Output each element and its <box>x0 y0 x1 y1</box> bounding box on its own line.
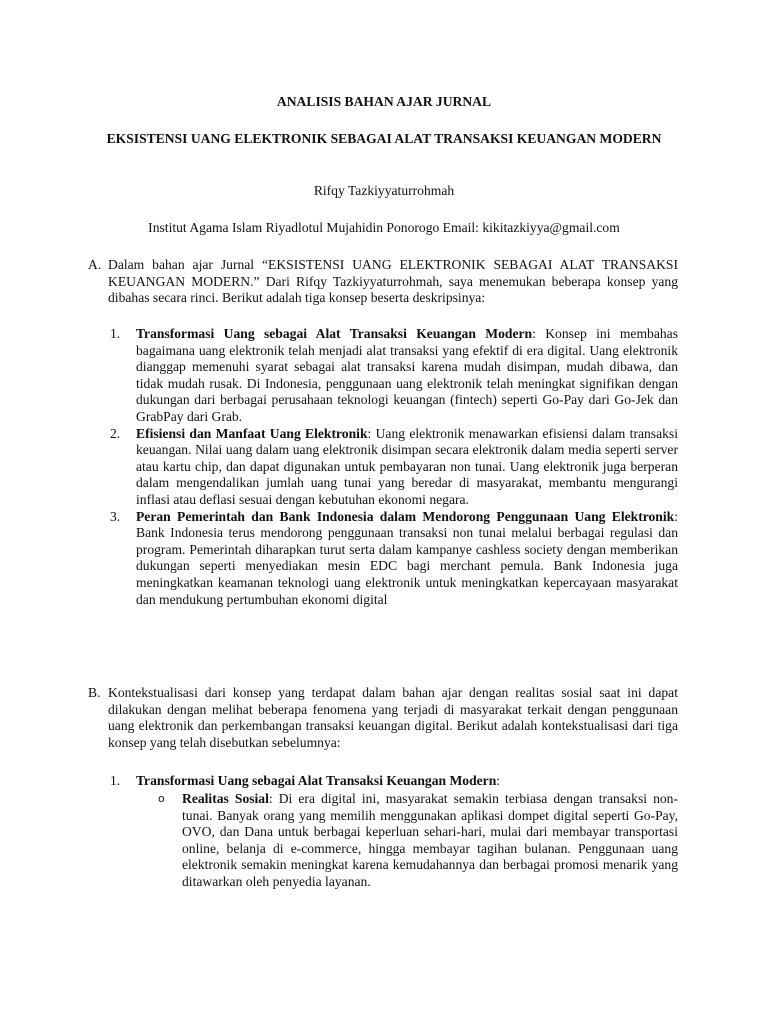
section-b-marker: B. <box>88 685 101 700</box>
list-item-title: Efisiensi dan Manfaat Uang Elektronik <box>136 425 368 441</box>
list-item <box>108 426 678 509</box>
list-item-text: : Uang elektronik menawarkan efisiensi dalam transaksi keuangan. Nilai uang dalam uang elektronik disimpan secara elektronik dalam media seperti server atau kartu chip, dan dapat digunakan untuk pembayaran non tunai. Uang elektronik juga berperan dalam mengendalikan jumlah uang tunai yang beredar di masyarakat, membantu mengurangi inflasi atau deflasi sesuai dengan kebutuhan ekonomi negara. <box>136 425 678 507</box>
list-item-title: Transformasi Uang sebagai Alat Transaksi Keuangan Modern <box>136 773 497 788</box>
list-item <box>108 326 678 426</box>
section-a-list <box>108 326 678 608</box>
list-item-title: Peran Pemerintah dan Bank Indonesia dalam Mendorong Penggunaan Uang Elektronik <box>136 508 675 524</box>
list-item-text: : Konsep ini membahas bagaimana uang elektronik telah menjadi alat transaksi yang efektif di era digital. Uang elektronik dianggap memenuhi syarat sebagai alat transaksi karena mudah disimpan, mudah dibawa, dan tidak mudah rusak. Di Indonesia, penggunaan uang elektronik telah meningkat signifikan dengan dukungan dari berbagai perusahaan teknologi keuangan (fintech) seperti Go-Pay dari Go-Jek dan GrabPay dari Grab. <box>136 326 678 424</box>
list-item-number: 1. <box>110 773 121 788</box>
sub-item-title: Realitas Sosial <box>182 791 269 806</box>
section-a-text: Dalam bahan ajar Jurnal “EKSISTENSI UANG ELEKTRONIK SEBAGAI ALAT TRANSAKSI KEUANGAN MODERN.” Dari Rifqy Tazkiyyaturrohmah, saya menemukan beberapa konsep yang dibahas secara rinci. Berikut adalah tiga konsep beserta deskripsinya: <box>108 257 678 306</box>
list-item <box>108 509 678 609</box>
document-heading: ANALISIS BAHAN AJAR JURNAL <box>276 94 492 109</box>
list-item <box>108 773 678 790</box>
section-b <box>88 685 678 751</box>
section-b-text: Kontekstualisasi dari konsep yang terdapat dalam bahan ajar dengan realitas sosial saat ini dapat dilakukan dengan melihat beberapa fenomena yang terjadi di masyarakat terkait dengan penggunaan uang elektronik dan perkembangan transaksi keuangan digital. Berikut adalah kontekstualisasi dari tiga konsep yang telah disebutkan sebelumnya: <box>108 685 678 750</box>
list-item-suffix: : <box>496 773 501 788</box>
section-b-sublist <box>158 791 678 891</box>
sub-item-text: : Di era digital ini, masyarakat semakin terbiasa dengan transaksi non-tunai. Banyak orang yang memilih menggunakan aplikasi dompet digital seperti Go-Pay, OVO, dan Dana untuk berbagai keperluan sehari-hari, mulai dari membayar transportasi online, belanja di e-commerce, hingga membayar tagihan bulanan. Penggunaan uang elektronik semakin meningkat karena kemudahannya dan berbagai promosi menarik yang ditawarkan oleh penyedia layanan. <box>182 791 678 889</box>
author-name: Rifqy Tazkiyyaturrohmah <box>313 183 455 198</box>
sub-list-item <box>158 791 678 891</box>
section-b-list <box>108 773 678 790</box>
author-affiliation: Institut Agama Islam Riyadlotul Mujahidin Ponorogo Email: kikitazkiyya@gmail.com <box>148 220 620 235</box>
list-item-title: Transformasi Uang sebagai Alat Transaksi Keuangan Modern <box>136 326 533 341</box>
list-item-number: 3. <box>110 508 121 524</box>
circle-bullet-icon: o <box>158 792 165 805</box>
list-item-text: : Bank Indonesia terus mendorong penggunaan transaksi non tunai melalui berbagai regulasi dan program. Pemerintah diharapkan turut serta dalam kampanye cashless society dengan memberikan dukungan seperti menyediakan mesin EDC bagi merchant pemula. Bank Indonesia juga meningkatkan keamanan teknologi uang elektronik untuk meningkatkan kepercayaan masyarakat dan mendukung pertumbuhan ekonomi digital <box>136 508 678 607</box>
section-a-marker: A. <box>88 257 102 272</box>
list-item-number: 2. <box>110 425 121 441</box>
list-item-number: 1. <box>110 326 121 341</box>
section-a <box>88 257 678 307</box>
journal-title: EKSISTENSI UANG ELEKTRONIK SEBAGAI ALAT TRANSAKSI KEUANGAN MODERN <box>106 131 662 146</box>
